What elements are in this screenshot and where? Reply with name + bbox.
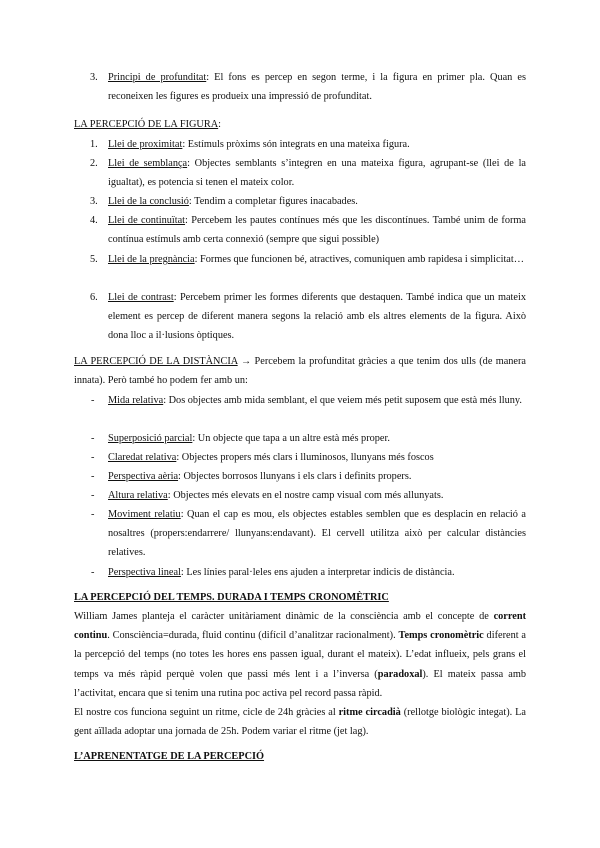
heading-suffix: : [218,119,222,130]
item-number: 4. [90,215,98,226]
item-description: : Dos objectes amb mida semblant, el que veiem més petit suposem que està més lluny. [163,395,522,406]
dash-bullet: - [91,567,95,578]
heading-text: LA PERCEPCIÓ DE LA FIGURA [74,119,219,130]
text-run: . Consciència=durada, fluid continu (difícil d’analitzar racionalment). [107,630,399,642]
item-description: : Objectes semblants s’integren en una mateixa figura, agrupant-se (llei de la igualtat), es potencia si tenen el mateix color. [108,158,526,189]
item-text [108,563,526,582]
paragraph-temps-2 [74,703,526,741]
item-description: : Tendim a completar figures inacabades. [188,196,358,207]
section-intro: → Percebem la profunditat gràcies a que tenim dos ulls (de manera innata). Però també ho podem fer amb un: [74,356,526,387]
item-text [108,211,526,249]
item-text [108,391,526,410]
section-heading-aprenentatge: L’APRENENTATGE DE LA PERCEPCIÓ [74,751,265,762]
item-description: : Percebem primer les formes diferents que destaquen. També indica que un mateix element es percep de diferent manera segons la relació amb els altres elements de la figura. Això dona lloc a il·lusions òptiques. [108,292,526,342]
item-term: Llei de semblança [108,158,188,169]
item-description: : El fons es percep en segon terme, i la figura en primer pla. Quan es reconeixen les figures es produeix una impressió de profunditat. [108,72,526,103]
bold-term: Temps cronomètric [398,630,484,642]
item-term: Claredat relativa [108,452,177,463]
item-description: : Un objecte que tapa a un altre està més proper. [192,433,390,444]
item-description: : Objectes borrosos llunyans i els clars i definits propers. [178,471,412,482]
item-term: Llei de continuïtat [108,215,186,226]
bold-term: corrent continu [74,611,526,642]
item-term: Mida relativa [108,395,164,406]
item-description: : Quan el cap es mou, els objectes estables semblen que es desplacin en relació a nosaltres (propers:endarrere/ llunyans:endavant). El cervell utilitza això per calcular distàncies relatives. [108,509,526,559]
item-term: Moviment relatiu [108,509,181,520]
item-text [108,486,526,505]
item-text [108,505,526,563]
item-number: 2. [90,158,98,169]
item-number: 1. [90,139,98,150]
text-run: ). El mateix passa amb l’activitat, encara que si tenim una rutina poc activa pel record passa ràpid. [74,668,526,699]
bold-term: ritme circadià [338,707,401,718]
section-heading-temps: LA PERCEPCIÓ DEL TEMPS. DURADA I TEMPS CRONOMÈTRIC [74,592,389,603]
item-text [108,68,526,106]
item-description: : Percebem les pautes contínues més que les discontínues. També unim de forma contínua estímuls amb certa connexió (sempre que sigui possible) [108,215,526,246]
item-term: Perspectiva aèria [108,471,179,482]
item-text [108,467,526,486]
text-run: El nostre cos funciona seguint un ritme, cicle de 24h gràcies al [74,707,339,718]
item-description: : Objectes més elevats en el nostre camp visual com més allunyats. [167,490,444,501]
item-term: Principi de profunditat [108,72,207,83]
item-description: : Formes que funcionen bé, atractives, comuniquen amb rapidesa i simplicitat… [194,254,525,265]
item-text [108,135,526,154]
item-description: : Objectes propers més clars i lluminosos, llunyans més foscos [176,452,434,463]
item-term: Llei de contrast [108,292,174,303]
item-description: : Les línies paral·leles ens ajuden a interpretar indicis de distància. [180,567,455,578]
item-term: Perspectiva lineal [108,567,181,578]
item-description: : Estímuls pròxims són integrats en una mateixa figura. [182,139,410,150]
text-run: diferent a la percepció del temps (no totes les hores ens passen igual, durant el mateix). L’edat influeix, pels grans el temps va més ràpid perquè volen que passi més lent i a l’inversa ( [74,630,526,680]
dash-bullet: - [91,433,95,444]
paragraph-temps-1 [74,607,526,703]
item-number: 3. [90,72,98,83]
text-run: William James planteja el caràcter unitàriament dinàmic de la consciència amb el concepte de [74,611,494,622]
item-text [108,154,526,192]
item-text [108,250,526,269]
item-number: 5. [90,254,98,265]
dash-bullet: - [91,452,95,463]
dash-bullet: - [91,509,95,520]
dash-bullet: - [91,471,95,482]
item-text [108,288,526,346]
bold-term: paradoxal [377,668,423,680]
item-text [108,429,526,448]
section-heading-distancia [74,352,526,390]
dash-bullet: - [91,490,95,501]
item-term: Superposició parcial [108,433,193,444]
item-term: Llei de proximitat [108,139,183,150]
item-term: Llei de la conclusió [108,196,189,207]
item-number: 6. [90,292,98,303]
heading-text: LA PERCEPCIÓ DE LA DISTÀNCIA [74,356,238,367]
item-term: Altura relativa [108,490,168,501]
item-text [108,448,526,467]
item-text [108,192,526,211]
text-run: (rellotge biològic integat). La gent aïllada adoptar una jornada de 25h. Podem variar el ritme (jet lag). [74,707,526,738]
section-heading-figura [74,115,221,134]
dash-bullet: - [91,395,95,406]
item-number: 3. [90,196,98,207]
item-term: Llei de la pregnància [108,254,195,265]
